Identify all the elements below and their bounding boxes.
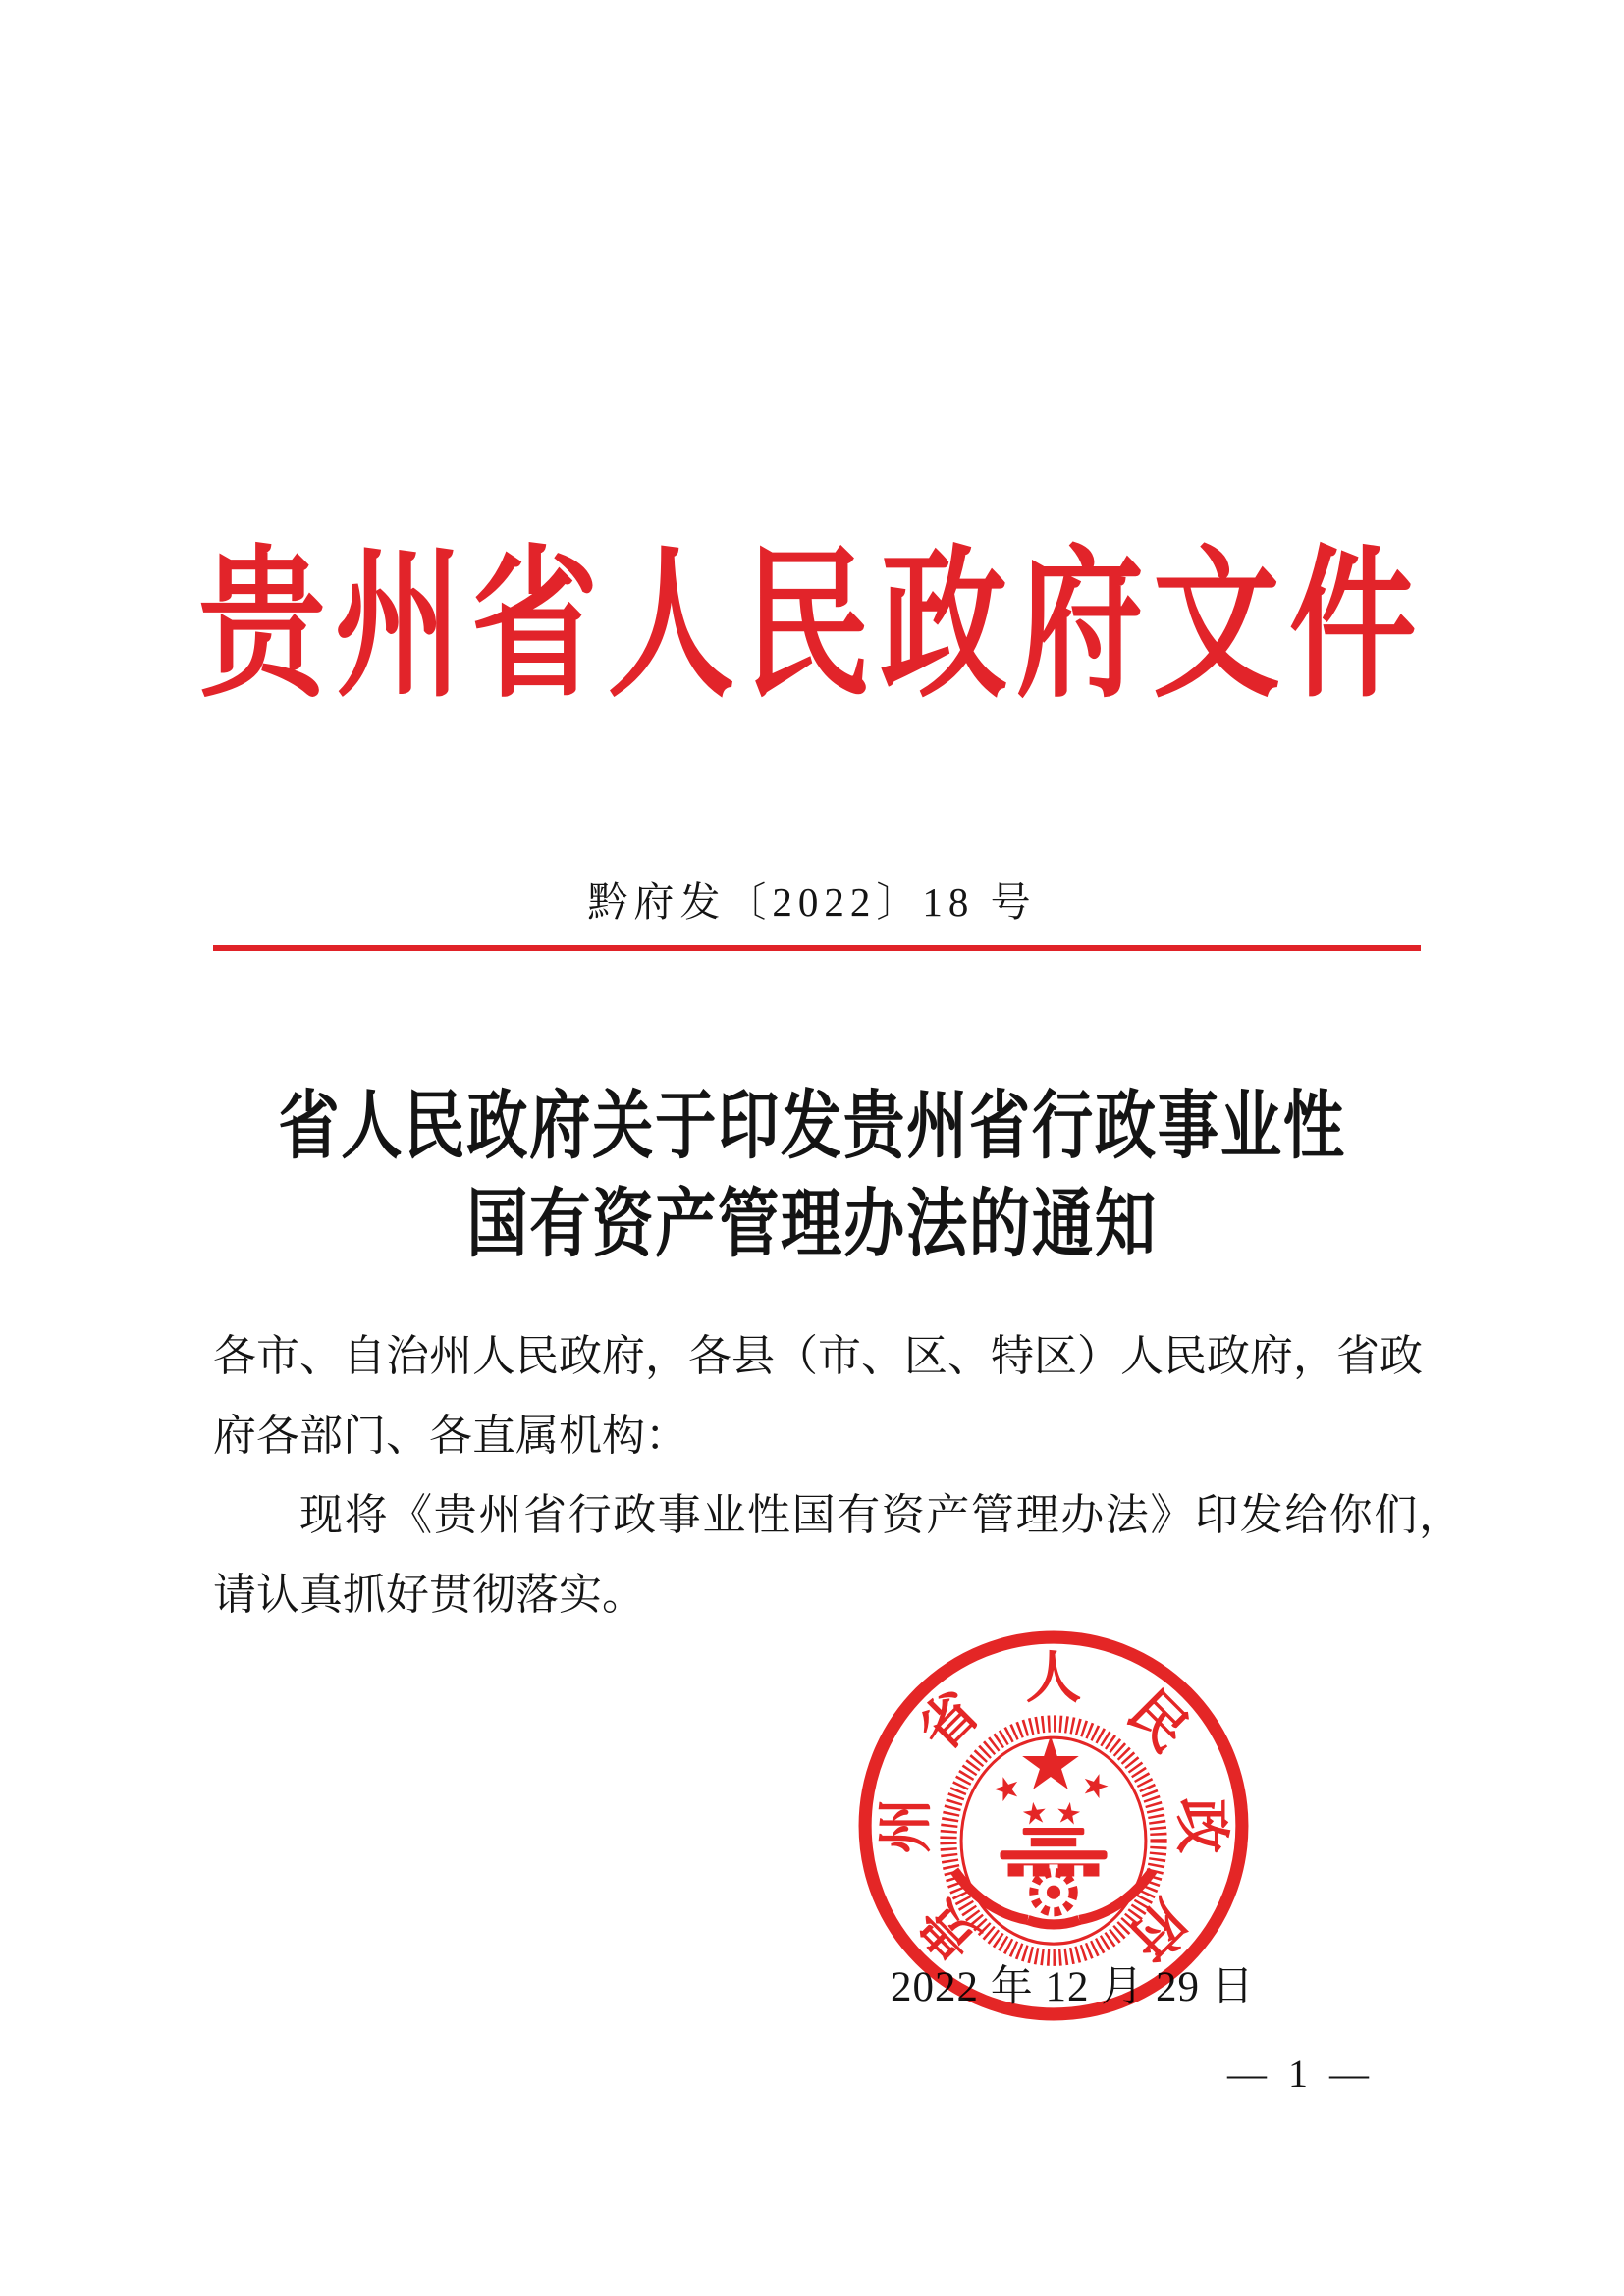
big-star-icon [1022,1735,1079,1789]
seal-character: 府 [1115,1888,1199,1971]
emblem-ribbon-bottom [1028,1920,1080,1925]
paragraph-line-1: 现将《贵州省行政事业性国有资产管理办法》印发给你们， [299,1491,1464,1539]
issue-date: 2022 年 12 月 29 日 [891,1964,1255,2010]
document-number: 黔府发〔2022〕18 号 [587,880,1037,925]
salutation-line-1: 各市、自治州人民政府，各县（市、区、特区）人民政府，省政 [213,1332,1423,1380]
seal-svg [855,1628,1252,2024]
document-title-line-1: 省人民政府关于印发贵州省行政事业性 [278,1086,1346,1168]
official-seal [855,1628,1252,2024]
seal-character: 州 [876,1797,938,1854]
seal-character: 民 [1115,1681,1199,1764]
page-number: — 1 — [1227,2052,1375,2096]
document-title-line-2: 国有资产管理办法的通知 [466,1184,1158,1266]
small-star-icon [1022,1800,1048,1825]
salutation-line-2: 府各部门、各直属机构： [213,1412,688,1460]
tiananmen-gate [1000,1828,1107,1876]
seal-character: 省 [908,1681,992,1764]
small-star-icon [1080,1770,1110,1799]
document-header-title: 贵州省人民政府文件 [198,536,1426,717]
seal-character: 人 [1025,1648,1082,1710]
seal-character: 政 [1169,1797,1231,1854]
emblem-gear-hub [1047,1886,1060,1899]
seal-character: 贵 [908,1888,992,1971]
document-body [213,1316,1464,1634]
red-separator-line [213,945,1421,951]
small-star-icon [1056,1800,1081,1825]
paragraph-line-2: 请认真抓好贯彻落实。 [213,1571,645,1619]
document-title [0,1078,1624,1274]
small-star-icon [992,1773,1022,1802]
